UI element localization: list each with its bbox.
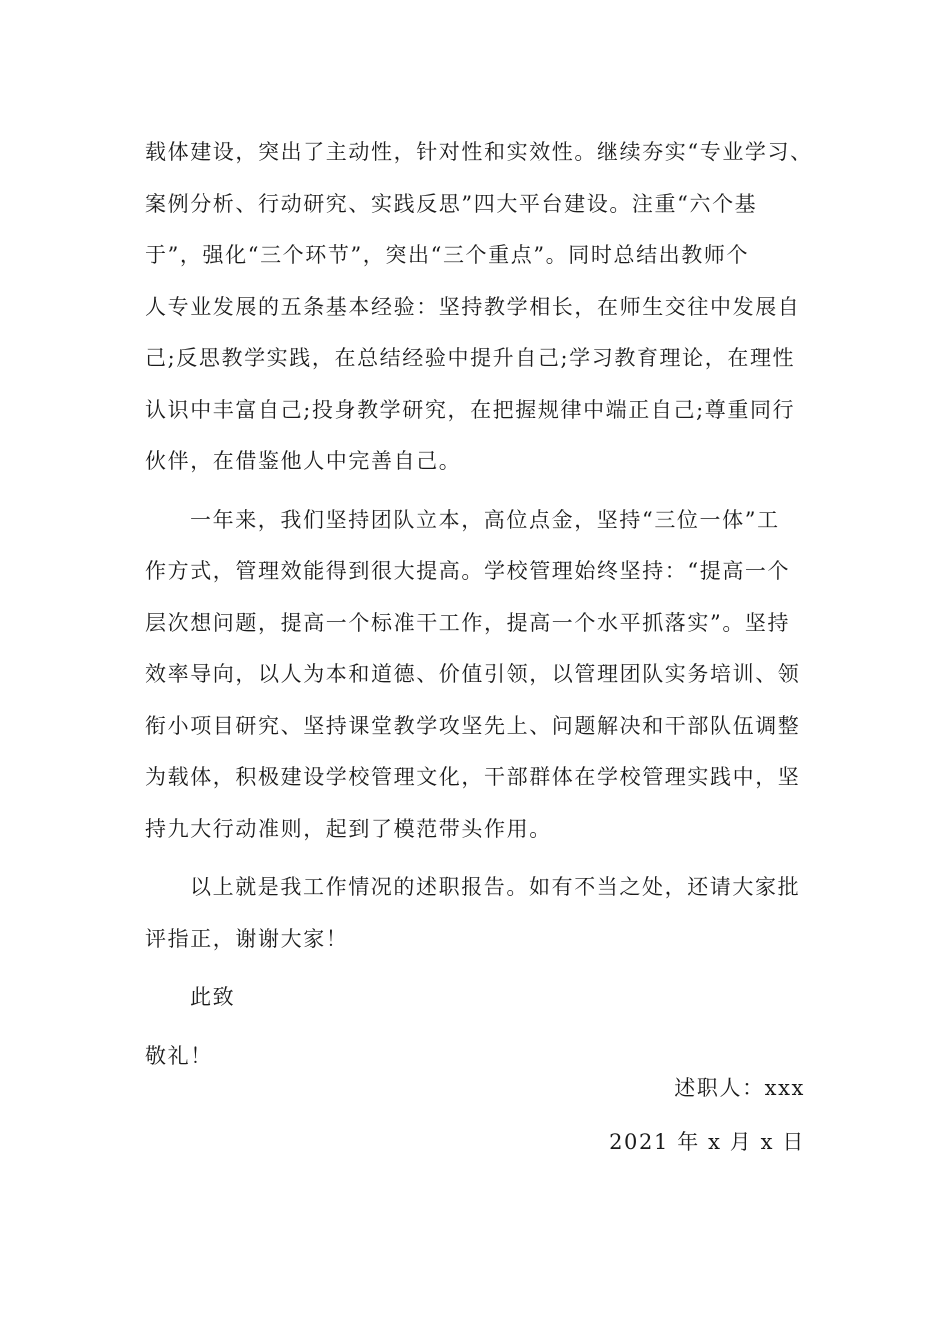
text-line: 衔小项目研究、坚持课堂教学攻坚先上、问题解决和干部队伍调整 — [145, 713, 801, 738]
text-line: 此致 — [190, 985, 236, 1009]
text-line: 一年来，我们坚持团队立本，高位点金，坚持“三位一体”工 — [190, 507, 780, 532]
text-line: 伙伴，在借鉴他人中完善自己。 — [145, 449, 462, 473]
text-line: 敬礼！ — [145, 1043, 213, 1068]
text-line: 载体建设，突出了主动性，针对性和实效性。继续夯实“专业学习、 — [145, 140, 813, 164]
text-line: 认识中丰富自己;投身教学研究，在把握规律中端正自己;尊重同行 — [145, 397, 796, 422]
text-line: 己;反思教学实践，在总结经验中提升自己;学习教育理论，在理性 — [145, 346, 796, 370]
paragraph-management — [145, 498, 815, 859]
text-line: 层次想问题，提高一个标准干工作，提高一个水平抓落实”。坚持 — [145, 610, 791, 635]
text-line: 以上就是我工作情况的述职报告。如有不当之处，还请大家批 — [190, 875, 801, 899]
text-line: 于”，强化“三个环节”，突出“三个重点”。同时总结出教师个 — [145, 243, 750, 267]
text-line: 为载体，积极建设学校管理文化，干部群体在学校管理实践中，坚 — [145, 765, 801, 789]
document-body — [145, 130, 815, 1085]
text-line: 效率导向，以人为本和道德、价值引领，以管理团队实务培训、领 — [145, 662, 801, 686]
date-line: 2021 年 x 月 x 日 — [609, 1130, 805, 1154]
signer-line: 述职人：xxx — [674, 1076, 805, 1100]
text-line: 作方式，管理效能得到很大提高。学校管理始终坚持：“提高一个 — [145, 559, 791, 583]
text-line: 持九大行动准则，起到了模范带头作用。 — [145, 816, 552, 841]
paragraph-closing — [145, 865, 815, 968]
paragraph-achievements — [145, 130, 815, 491]
text-line: 评指正，谢谢大家！ — [145, 926, 349, 951]
salutation-cizhi — [145, 975, 815, 1027]
text-line: 人专业发展的五条基本经验：坚持教学相长，在师生交往中发展自 — [145, 294, 801, 319]
text-line: 案例分析、行动研究、实践反思”四大平台建设。注重“六个基 — [145, 191, 758, 216]
